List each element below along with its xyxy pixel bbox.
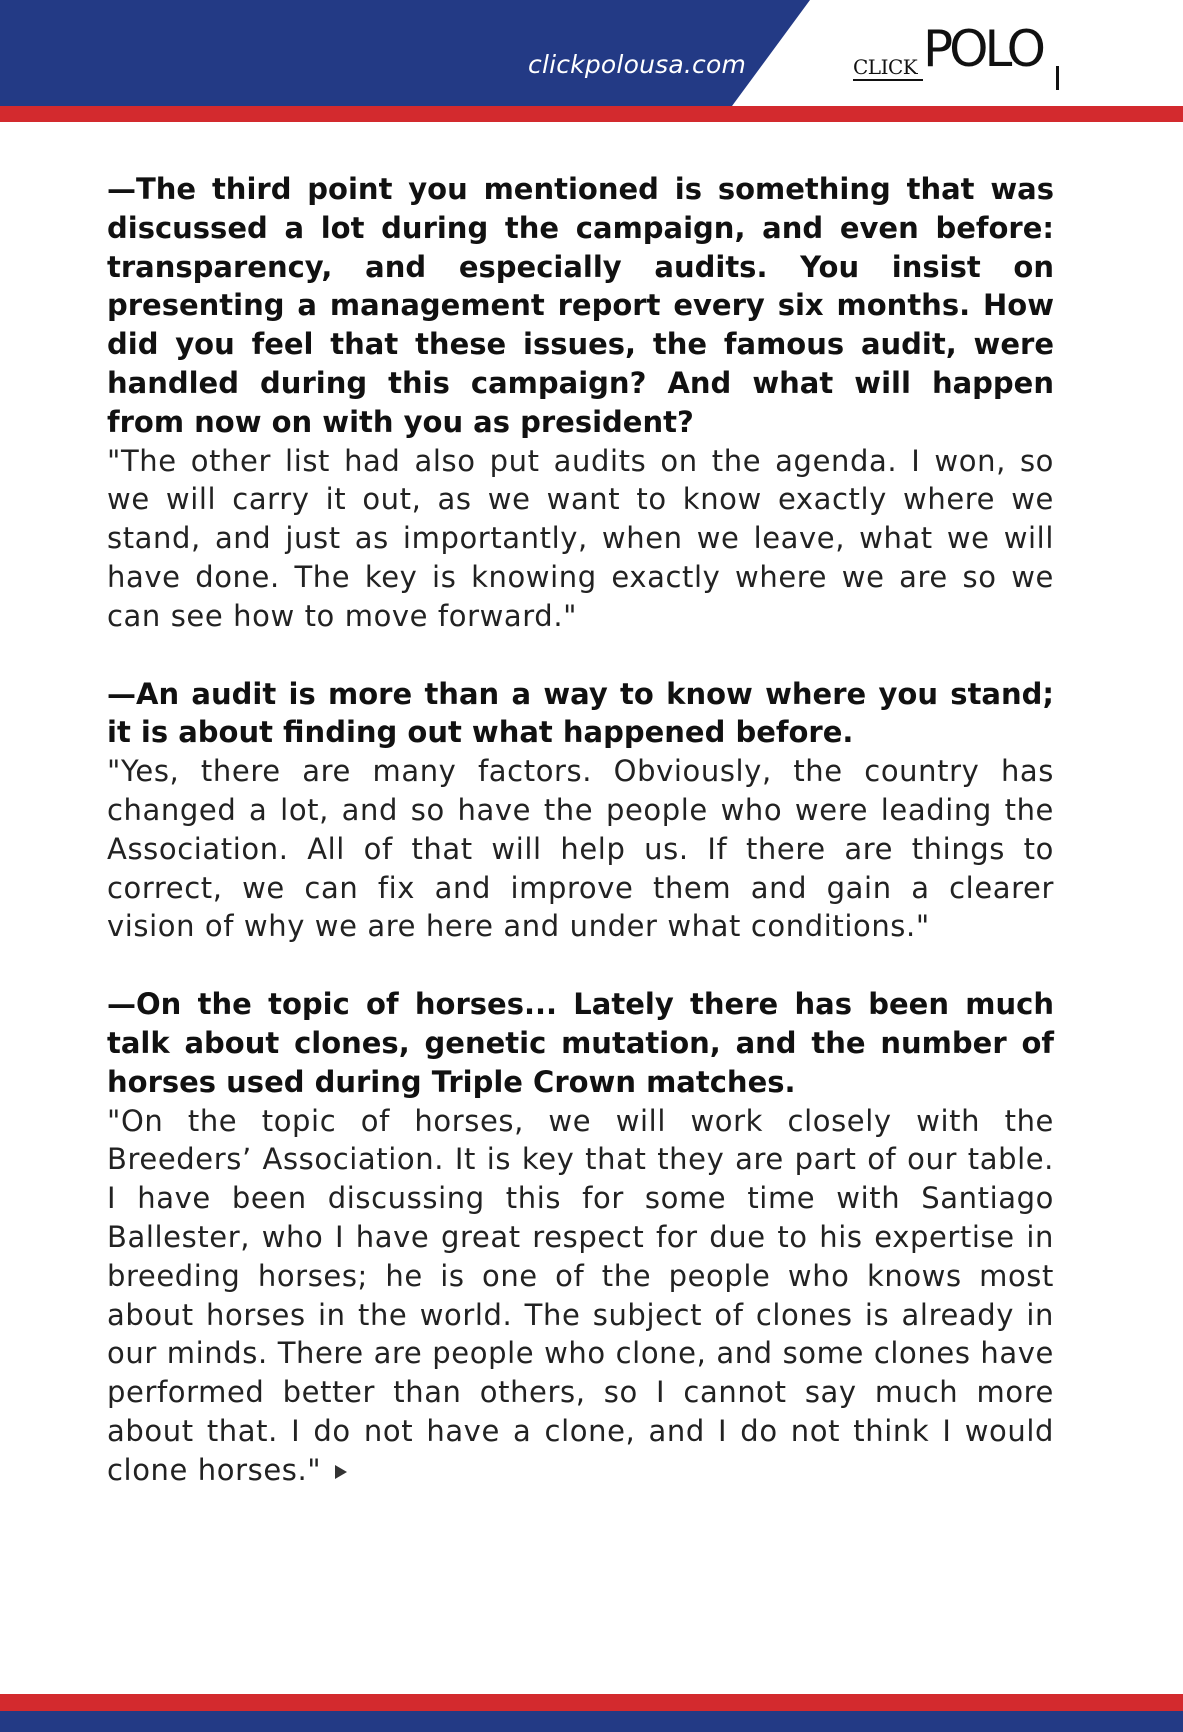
interview-answer-text: "On the topic of horses, we will work closely with the Breeders’ Association. It is key that they are part of our table. I have been discussing this for some time with Santiago Ballester, who I have great respect for due to his expertise in breeding horses; he is one of the people who knows most about horses in the world. The subject of clones is already in our minds. There are people who clone, and some clones have performed better than others, so I cannot say much more about that. I do not have a clone, and I do not think I would clone horses." [107, 1103, 1054, 1487]
clickpolo-logo [853, 20, 1063, 96]
interview-answer: "The other list had also put audits on the agenda. I won, so we will carry it out, as we want to know exactly where we stand, and just as importantly, when we leave, what we will have done. The key is knowing exactly where we are so we can see how to move forward." [107, 443, 1054, 633]
footer-red-stripe [0, 1694, 1183, 1711]
interview-question: —On the topic of horses... Lately there has been much talk about clones, genetic mutation, and the number of horses used during Triple Crown matches. [107, 987, 1054, 1099]
qa-block [107, 675, 1054, 947]
article-body [107, 170, 1054, 1529]
site-url[interactable]: clickpolousa.com [528, 50, 746, 79]
play-arrow-icon [335, 1465, 347, 1479]
page-header [0, 0, 1183, 106]
footer-blue-band [0, 1711, 1183, 1732]
logo-polo-text: POLO [923, 20, 1042, 78]
interview-answer: "Yes, there are many factors. Obviously, the country has changed a lot, and so have the people who were leading the Association. All of that will help us. If there are things to correct, we can fix and improve them and gain a clearer vision of why we are here and under what conditions." [107, 754, 1054, 944]
qa-block [107, 170, 1054, 636]
logo-bar [1056, 66, 1059, 90]
logo-underline [853, 79, 923, 81]
logo-click-text: CLICK [853, 55, 918, 79]
interview-question: —An audit is more than a way to know where you stand; it is about finding out what happened before. [107, 676, 1054, 750]
header-red-stripe [0, 106, 1183, 122]
qa-block [107, 985, 1054, 1489]
interview-answer [107, 1102, 1054, 1490]
interview-question: —The third point you mentioned is something that was discussed a lot during the campaign, and even before: transparency, and especially audits. You insist on presenting a management report every six months. How did you feel that these issues, the famous audit, were handled during this campaign? And what will happen from now on with you as president? [107, 172, 1054, 439]
